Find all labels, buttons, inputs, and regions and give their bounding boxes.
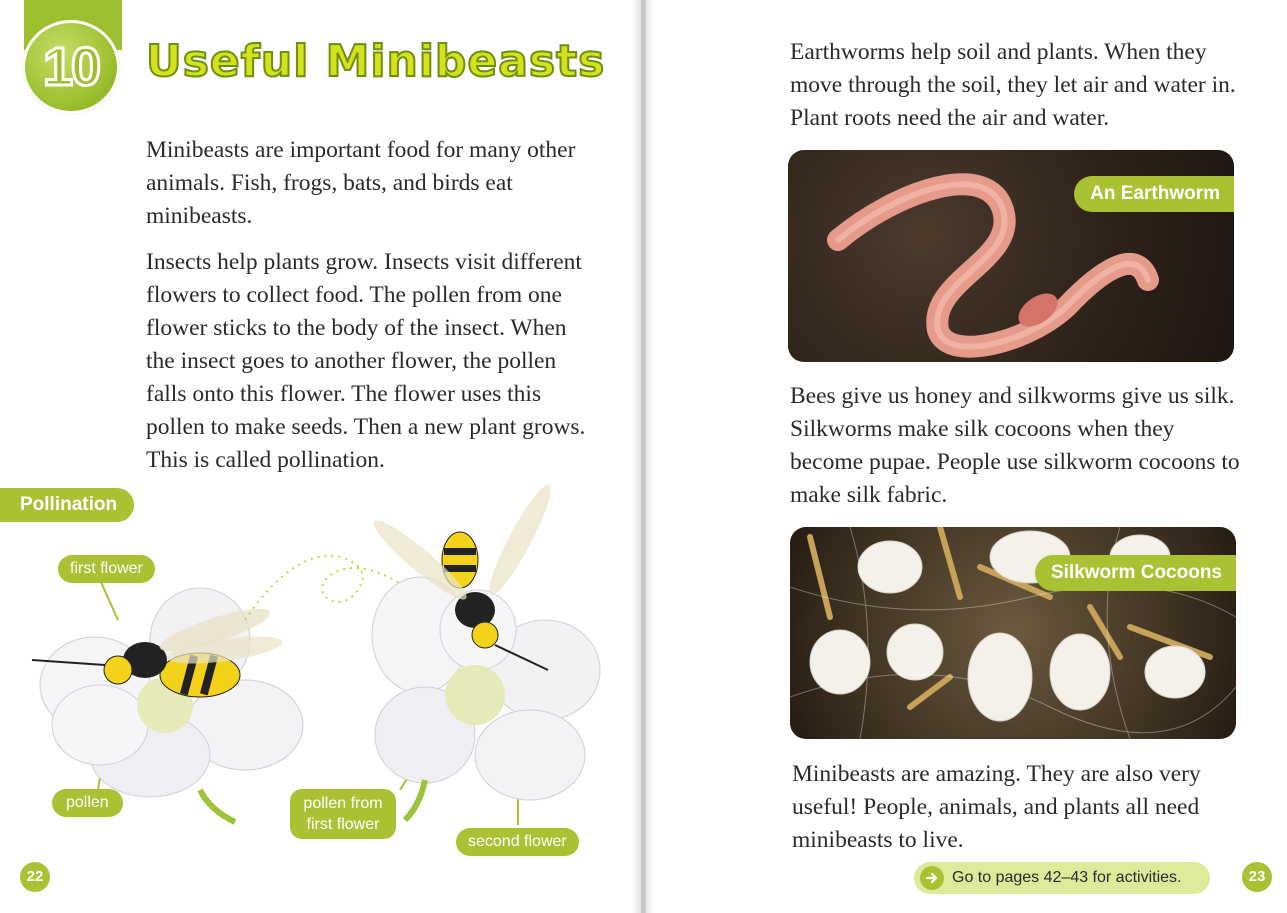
paragraph-conclusion: Minibeasts are amazing. They are also very useful! People, animals, and plants all need minibeasts to live.: [792, 761, 1201, 853]
photo-tag-cocoons: Silkworm Cocoons: [1035, 555, 1236, 591]
label-pollen-from-first-flower: pollen from first flower: [290, 789, 396, 839]
left-page: [0, 0, 641, 913]
label-first-flower: first flower: [58, 555, 155, 583]
photo-tag-earthworm: An Earthworm: [1074, 176, 1234, 212]
right-page: [646, 0, 1287, 913]
first-flower-drawing: [32, 588, 303, 822]
book-gutter: [632, 0, 654, 913]
activities-text: Go to pages 42–43 for activities.: [952, 869, 1182, 886]
arrow-right-icon: [920, 866, 944, 890]
page-number-left: 22: [20, 862, 50, 892]
paragraph-pollination: Insects help plants grow. Insects visit different flowers to collect food. The pollen from one flower sticks to the body of the insect. When the insect goes to another flower, the pollen falls onto this flower. The flower uses this pollen to make seeds. Then a new plant grows. This is called pollination.: [146, 249, 586, 473]
pollination-tag: Pollination: [0, 488, 134, 522]
chapter-number: 10: [42, 37, 100, 97]
label-pollen: pollen: [52, 789, 123, 817]
silkworm-cocoons-photo: [790, 527, 1236, 739]
earthworm-photo: [788, 150, 1234, 362]
activities-pointer[interactable]: [914, 862, 1210, 894]
page-number-right: 23: [1242, 862, 1272, 892]
paragraph-earthworms: Earthworms help soil and plants. When they move through the soil, they let air and water in. Plant roots need the air and water.: [790, 39, 1236, 131]
label-second-flower: second flower: [456, 828, 579, 856]
chapter-title: Useful Minibeasts: [146, 36, 606, 87]
paragraph-food: Minibeasts are important food for many other animals. Fish, frogs, bats, and birds eat minibeasts.: [146, 137, 576, 229]
second-flower-drawing: [367, 480, 600, 820]
paragraph-silk: Bees give us honey and silkworms give us silk. Silkworms make silk cocoons when they become pupae. People use silkworm cocoons to make silk fabric.: [790, 383, 1240, 508]
globe-badge-icon: [22, 20, 120, 114]
